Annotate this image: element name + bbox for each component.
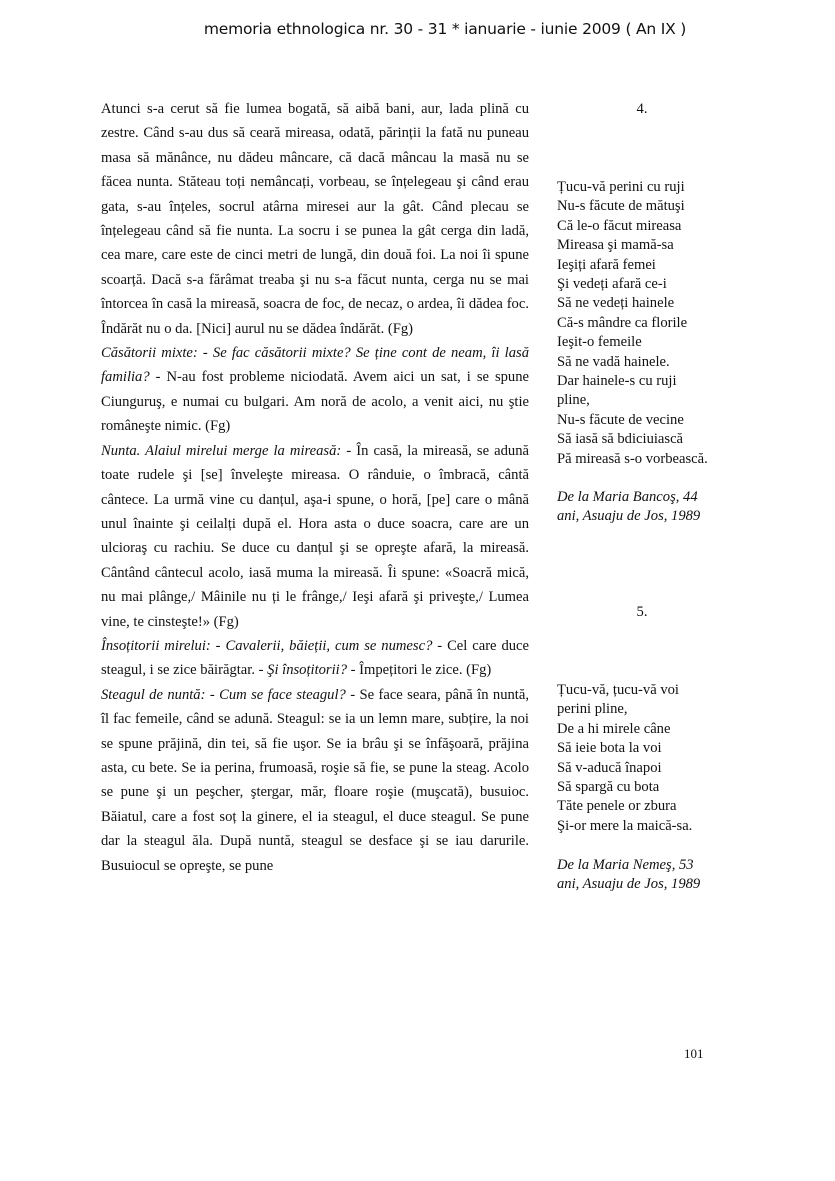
song-source xyxy=(557,856,747,895)
song-number: 4. xyxy=(636,101,648,117)
paragraph-text: - Se face seara, până în nuntă, îl fac femeile, când se adună. Steagul: se ia un lemn mare, subțire, la noi se spune prăjină, din tei, să fie uşor. Se ia brâu şi se înfăşoară, prăjina asta, cu bete. Se ia perina, frumoasă, roşie să fie, se pune la steag. Acolo se pune şi un peşcher, ştergar, măr, floare roşie (muşcată), busuioc. Băiatul, care a fost soț la ginere, el ia steagul, el duce steagul. Se pune dar la steagul ăla. După nuntă, steagul se desface şi se iau darurile. Busuiocul se opreşte, se pune xyxy=(101,686,529,874)
lyric-line: Dar hainele-s cu ruji xyxy=(557,373,677,390)
running-header: memoria ethnologica nr. 30 - 31 * ianuarie - iunie 2009 ( An IX ) xyxy=(203,20,687,38)
lyric-line: Şi-or mere la maică-sa. xyxy=(557,817,693,834)
source-line: De la Maria Bancoş, 44 xyxy=(557,489,698,505)
paragraph-text-2: - Împețitori le zice. (Fg) xyxy=(347,662,492,679)
song-number: 5. xyxy=(636,604,648,620)
paragraph-wedding-flag xyxy=(101,683,529,878)
lyric-line: Pă mireasă s-o vorbească. xyxy=(557,450,708,467)
lyric-line: Nu-s făcute de vecine xyxy=(557,411,684,428)
lyric-line: Mireasa şi mamă-sa xyxy=(557,237,674,254)
paragraph-text: - În casă, la mireasă, se adună toate rudele şi [se] înveleşte mireasa. O rânduie, o îmbracă, cântă cântece. La urmă vine cu danțul, aşa-i spune, o horă, [pe] care o mână unul înainte şi ceilalți după el. Hora asta o duce soacra, care are un ulcioraş cu rachiu. Se duce cu danțul şi se opreşte afară, la mireasă. Cântând cântecul acolo, iasă muma la mireasă. Îi spune: «Soacră mică, nu mai plânge,/ Mâinile nu ți le frânge,/ Ieşi afară şi priveşte,/ Lumea vine, te cinsteşte!» (Fg) xyxy=(101,442,529,630)
lyric-line: perini pline, xyxy=(557,701,628,718)
song-lyrics xyxy=(557,681,747,836)
lyric-line: Şi vedeți afară ce-i xyxy=(557,276,667,293)
question-label: Nunta. Alaiul mirelui merge la mireasă: xyxy=(101,442,342,459)
song-source xyxy=(557,488,747,527)
lyric-line: Să iasă să bdiciuiască xyxy=(557,431,684,448)
lyric-line: Tăte penele or zbura xyxy=(557,798,677,815)
paragraph-dowry xyxy=(101,97,529,341)
lyric-line: Nu-s făcute de mătuşi xyxy=(557,198,685,215)
lyric-line: Ieşiți afară femei xyxy=(557,256,656,273)
lyric-line: Că-s mândre ca florile xyxy=(557,314,688,331)
lyric-line: pline, xyxy=(557,392,590,409)
lyric-line: De a hi mirele câne xyxy=(557,720,671,737)
lyric-line: Să v-aducă înapoi xyxy=(557,759,662,776)
question-label: Însoțitorii mirelui: - Cavalerii, băieții, cum se numesc? xyxy=(101,637,433,654)
source-line: ani, Asuaju de Jos, 1989 xyxy=(557,508,701,525)
lyric-line: Că le-o făcut mireasa xyxy=(557,217,682,234)
source-line: ani, Asuaju de Jos, 1989 xyxy=(557,876,701,893)
question-label-2: Şi însoțitorii? xyxy=(267,662,348,679)
question-label: Steagul de nuntă: - Cum se face steagul? xyxy=(101,686,346,703)
lyric-line: Să ieie bota la voi xyxy=(557,740,662,757)
lyric-line: Țucu-vă, țucu-vă voi xyxy=(557,682,679,698)
lyric-line: Să ne vedeți hainele xyxy=(557,295,675,312)
paragraph-groom-companions xyxy=(101,634,529,683)
paragraph-text: - N-au fost probleme niciodată. Avem aici un sat, i se spune Ciunguruş, e numai cu bulgari. Am noră de acolo, a venit aici, nu ştie româneşte nimic. (Fg) xyxy=(101,369,529,435)
lyric-line: Țucu-vă perini cu ruji xyxy=(557,179,685,195)
main-text-column xyxy=(101,97,529,878)
lyric-line: Să spargă cu bota xyxy=(557,779,660,796)
paragraph-mixed-marriages xyxy=(101,341,529,439)
paragraph-groom-procession xyxy=(101,439,529,634)
lyric-line: Ieşit-o femeile xyxy=(557,334,642,351)
lyric-line: Să ne vadă hainele. xyxy=(557,353,670,370)
paragraph-text: Atunci s-a cerut să fie lumea bogată, să aibă bani, aur, lada plină cu zestre. Când s-au dus să ceară mireasa, odată, părinții la fată nu puneau masa să mănânce, nu dădeu mâncare, că dacă mâncau la masă nu se făcea nunta. Stăteau toți nemâncați, vorbeau, se înțelegeau şi când erau gata, s-au înțeles, socrul atârna miresei aur la gât. Când plecau se înțelegeau când să fie nunta. La socru i se punea la gât cerga din ladă, cea mare, care este de cinci metri de lungă, din două foi. La noi îi spune scoarță. Dacă s-a fărâmat treaba şi nu s-a făcut nunta, cerga nu se mai întorcea în casă la mireasă, soacra de foc, de necaz, o ardea, îi dădea foc. Îndărăt nu o da. [Nici] aurul nu se dădea îndărăt. (Fg) xyxy=(101,101,529,337)
question-label: Căsătorii mixte: - Se fac căsătorii mixte? Se ține cont de neam, îi lasă familia? xyxy=(101,345,529,386)
source-line: De la Maria Nemeş, 53 xyxy=(557,857,694,873)
page-number: 101 xyxy=(684,1046,704,1061)
paragraph-text: - Cel care duce steagul, i se zice băirăgtar. - xyxy=(101,637,529,679)
song-lyrics xyxy=(557,178,747,469)
